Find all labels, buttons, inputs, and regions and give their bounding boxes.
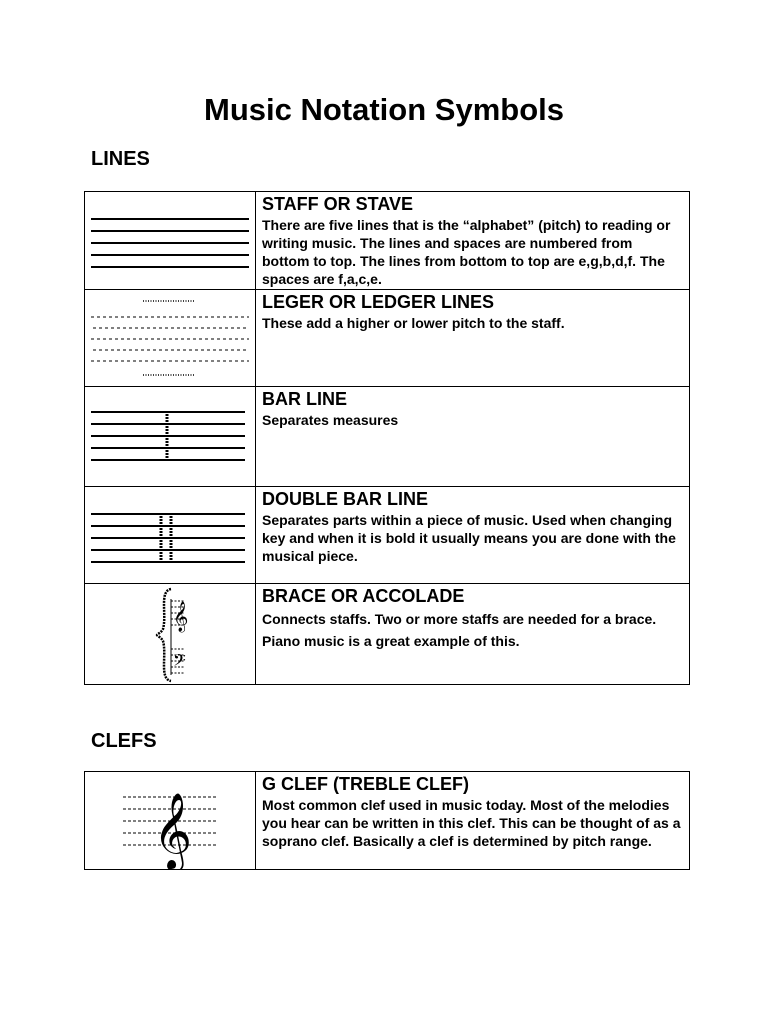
symbol-description: Separates parts within a piece of music. Used when changing key and when it is bold it usually means you are done with the musical piece. [262,512,676,564]
treble-clef-icon [85,773,255,869]
ledger-lines-icon [85,291,255,386]
section-heading-clefs: CLEFS [91,730,157,752]
symbol-image-cell [85,584,256,685]
symbol-name: DOUBLE BAR LINE [262,489,428,509]
symbol-description: Connects staffs. Two or more staffs are needed for a brace. Piano music is a great example of this. [262,611,657,649]
svg-text:𝄞: 𝄞 [173,601,189,632]
symbol-description: These add a higher or lower pitch to the staff. [262,315,565,331]
symbol-image-cell [85,290,256,387]
symbol-name: G CLEF (TREBLE CLEF) [262,774,469,794]
symbol-row-bar-line [85,387,690,487]
page-title: Music Notation Symbols [204,92,564,127]
symbol-name: BAR LINE [262,389,347,409]
symbol-text-cell [256,192,690,290]
symbol-description: There are five lines that is the “alphabet” (pitch) to reading or writing music. The lines and spaces are numbered from bottom to top. The lines from bottom to top are e,g,b,d,f. The spaces are f,a,c,e. [262,217,671,287]
symbol-text-cell [256,290,690,387]
double-bar-line-icon [85,488,255,583]
symbol-text-cell [256,772,690,870]
symbol-image-cell [85,487,256,584]
symbol-row-brace [85,584,690,685]
section-heading-lines: LINES [91,148,150,170]
symbol-row-ledger-lines [85,290,690,387]
symbol-row-staff [85,192,690,290]
symbol-name: STAFF OR STAVE [262,194,413,214]
brace-icon [85,585,255,684]
symbol-image-cell [85,192,256,290]
symbol-row-treble-clef [85,772,690,870]
symbol-text-cell [256,387,690,487]
symbol-description: Most common clef used in music today. Most of the melodies you hear can be written in this clef. This can be thought of as a soprano clef. Basically a clef is determined by pitch range. [262,797,681,849]
symbol-text-cell [256,584,690,685]
symbol-text-cell [256,487,690,584]
symbol-image-cell [85,387,256,487]
symbol-row-double-bar-line [85,487,690,584]
lines-table [84,191,690,685]
svg-text:𝄞: 𝄞 [153,791,193,869]
svg-text:𝄢: 𝄢 [173,649,186,674]
clefs-table [84,771,690,870]
symbol-name: BRACE OR ACCOLADE [262,586,465,606]
symbol-image-cell [85,772,256,870]
bar-line-icon [85,388,255,486]
symbol-name: LEGER OR LEDGER LINES [262,292,495,312]
staff-icon [85,193,255,289]
symbol-description: Separates measures [262,412,399,428]
